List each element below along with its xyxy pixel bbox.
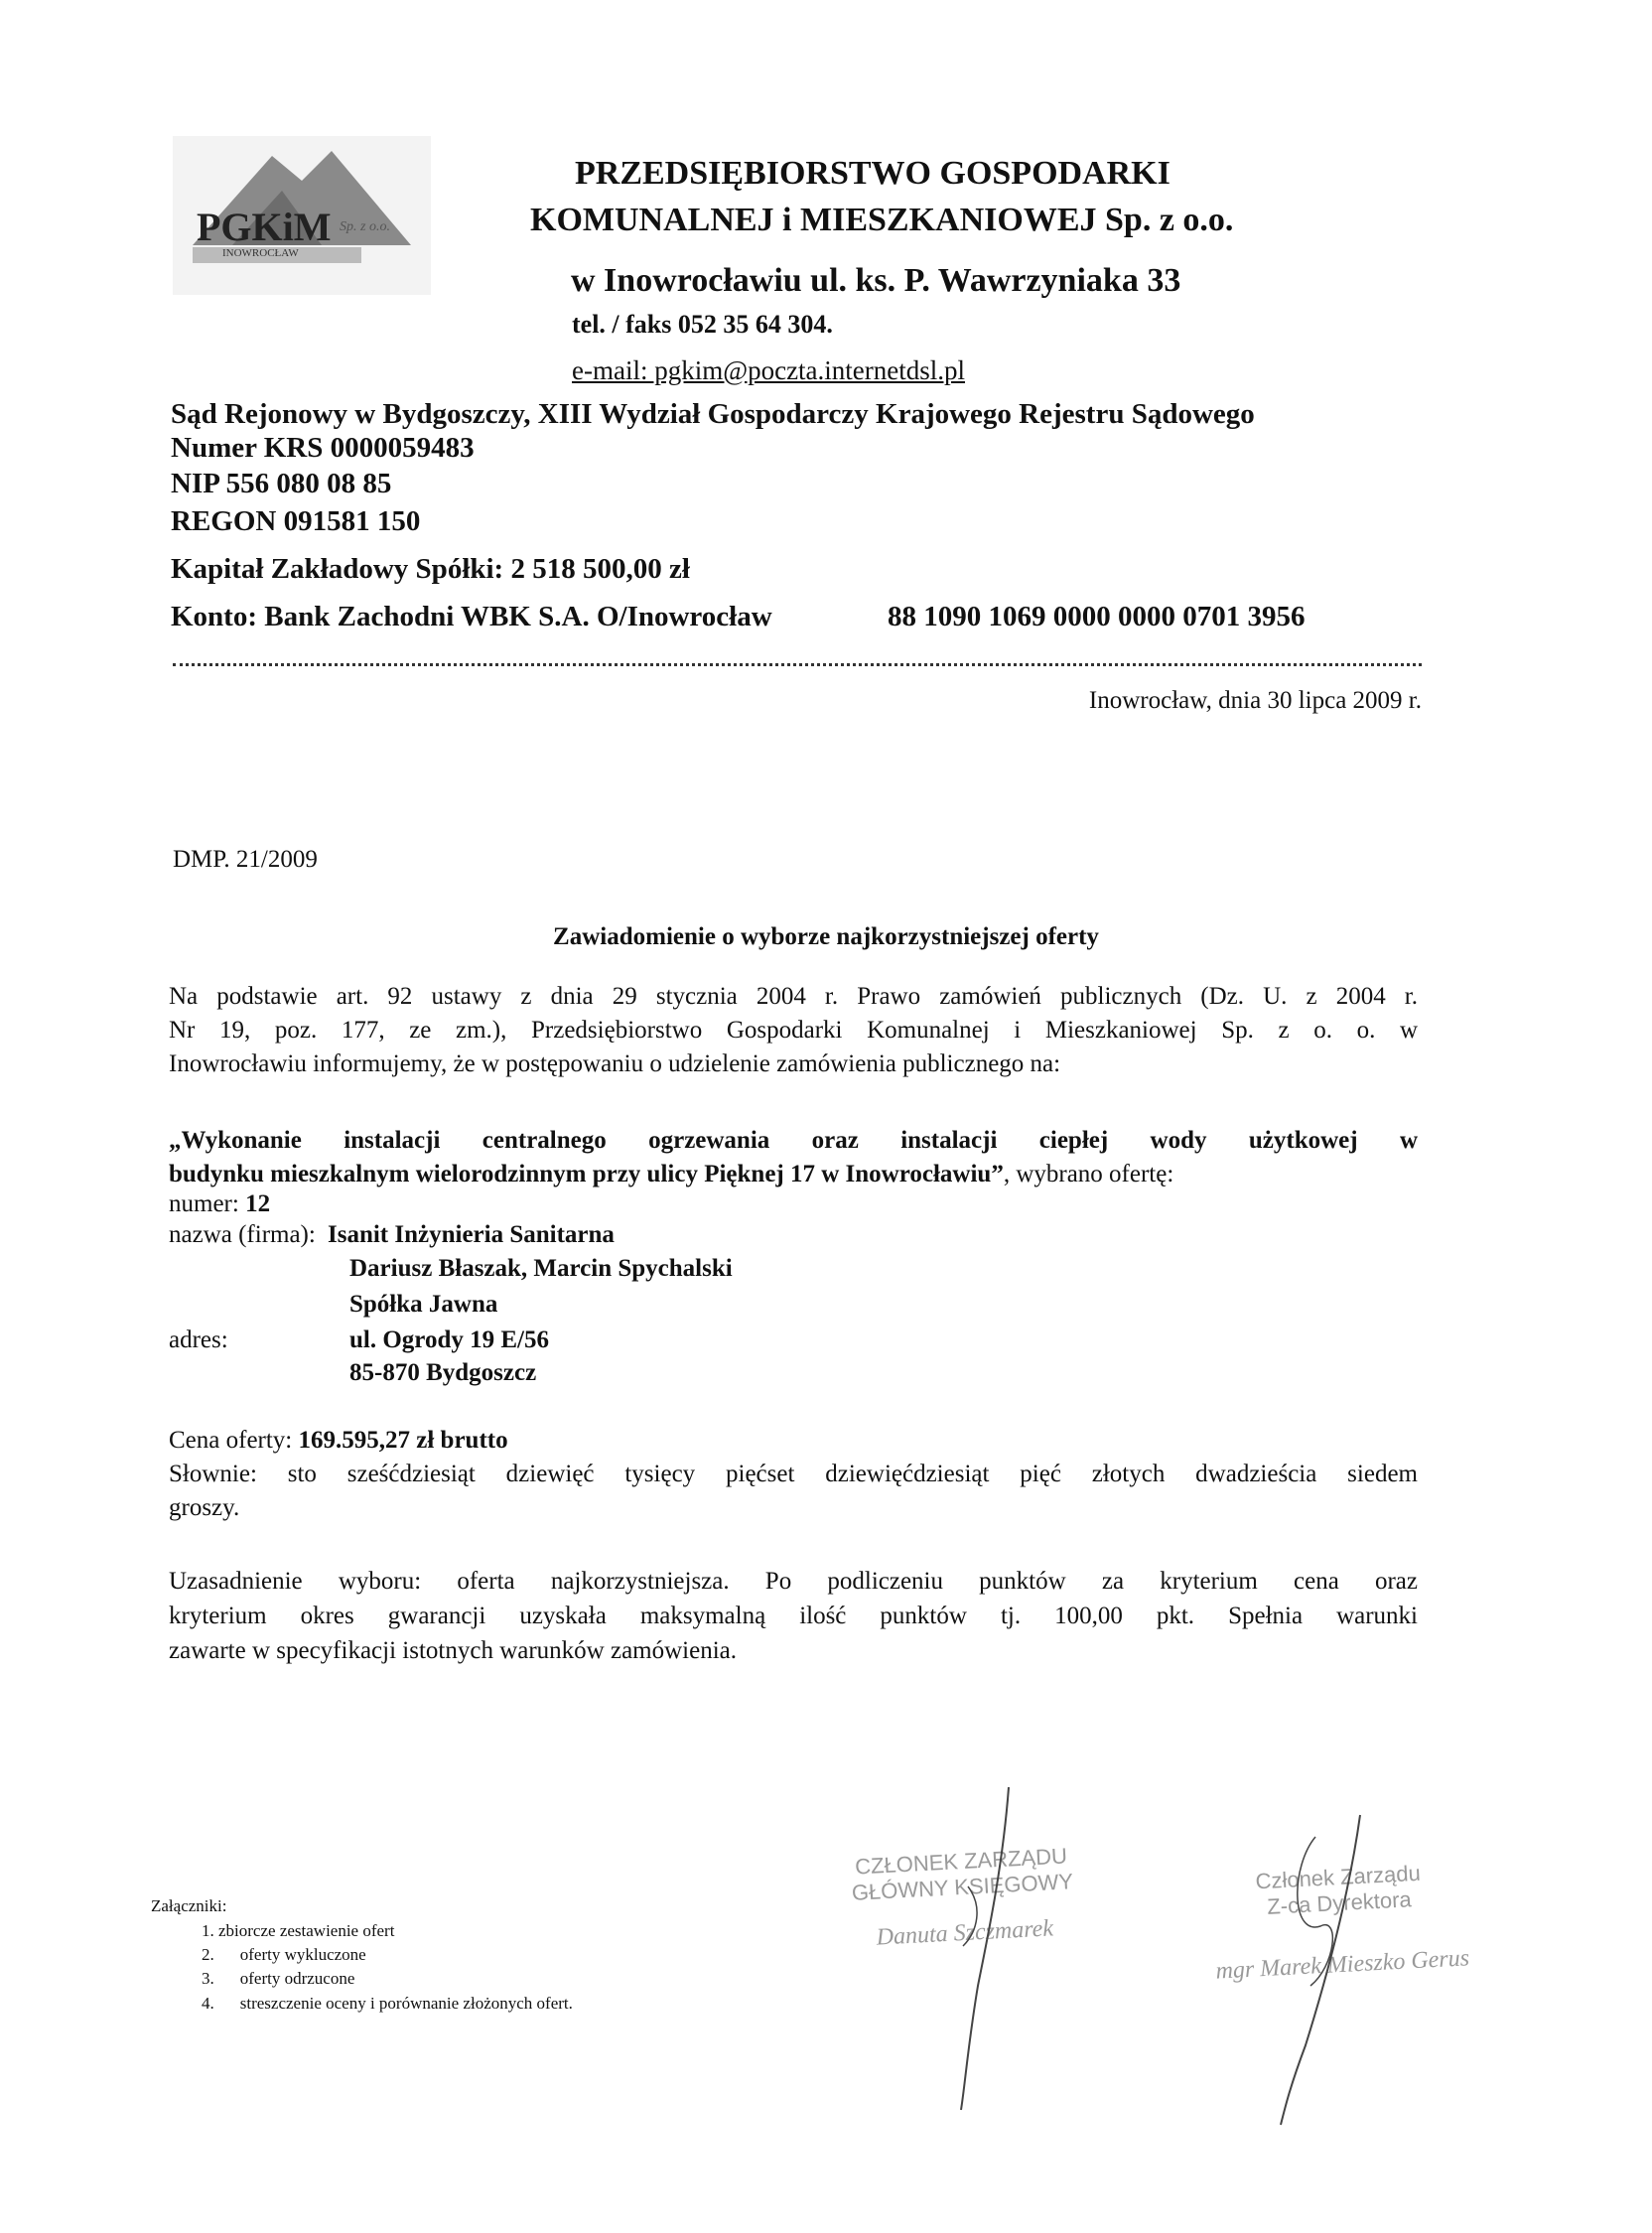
krs-number: Numer KRS 0000059483 — [171, 432, 475, 464]
subject-bold: budynku mieszkalnym wielorodzinnym przy ulicy Pięknej 17 w Inowrocławiu” — [169, 1161, 1004, 1187]
attachments-label: Załączniki: — [151, 1896, 227, 1915]
logo-suffix: Sp. z o.o. — [340, 219, 390, 234]
attachment-item: 2. oferty wykluczone — [202, 1945, 366, 1964]
justification-line: Uzasadnienie wyboru: oferta najkorzystniejsza. Po podliczeniu punktów za kryterium cena oraz — [169, 1568, 1418, 1595]
intro-line: Na podstawie art. 92 ustawy z dnia 29 stycznia 2004 r. Prawo zamówień publicznych (Dz. U. z 2004 r. — [169, 983, 1418, 1010]
attachment-item: 1. zbiorcze zestawienie ofert — [202, 1921, 395, 1940]
company-phone: tel. / faks 052 35 64 304. — [572, 310, 833, 339]
company-name: Isanit Inżynieria Sanitarna — [328, 1221, 615, 1248]
price-in-words: groszy. — [169, 1494, 240, 1521]
company-address: w Inowrocławiu ul. ks. P. Wawrzyniaka 33 — [571, 262, 1181, 299]
company-name: Dariusz Błaszak, Marcin Spychalski — [349, 1255, 733, 1282]
document-date: Inowrocław, dnia 30 lipca 2009 r. — [1088, 687, 1422, 714]
court-registry: Sąd Rejonowy w Bydgoszczy, XIII Wydział Gospodarczy Krajowego Rejestru Sądowego — [171, 398, 1255, 430]
stamp-left: CZŁONEK ZARZĄDU GŁÓWNY KSIĘGOWY Danuta Szczmarek — [851, 1843, 1074, 1951]
address-line: ul. Ogrody 19 E/56 — [349, 1326, 549, 1353]
logo-city: INOWROCŁAW — [222, 247, 299, 259]
justification-line: zawarte w specyfikacji istotnych warunków zamówienia. — [169, 1637, 738, 1664]
address-line: 85-870 Bydgoszcz — [349, 1359, 537, 1386]
company-name-2: KOMUNALNEJ i MIESZKANIOWEJ Sp. z o.o. — [530, 202, 1234, 238]
price-in-words: Słownie: sto sześćdziesiąt dziewięć tysięcy pięćset dziewięćdziesiąt pięć złotych dwadzieścia siedem — [169, 1461, 1418, 1487]
attachment-item: 3. oferty odrzucone — [202, 1969, 355, 1988]
document-title: Zawiadomienie o wyborze najkorzystniejszej oferty — [553, 923, 1099, 950]
stamp-right: Członek Zarządu Z-ca Dyrektora mgr Marek Mieszko Gerus — [1214, 1860, 1470, 1985]
company-name: Spółka Jawna — [349, 1291, 498, 1318]
intro-line: Inowrocławiu informujemy, że w postępowaniu o udzielenie zamówienia publicznego na: — [169, 1050, 1061, 1077]
company-name-1: PRZEDSIĘBIORSTWO GOSPODARKI — [575, 155, 1170, 192]
regon-number: REGON 091581 150 — [171, 505, 421, 537]
offer-price: 169.595,27 zł brutto — [298, 1427, 508, 1454]
share-capital: Kapitał Zakładowy Spółki: 2 518 500,00 zł — [171, 553, 690, 585]
subject-line: „Wykonanie instalacji centralnego ogrzewania oraz instalacji ciepłej wody użytkowej w — [169, 1127, 1418, 1154]
intro-line: Nr 19, poz. 177, ze zm.), Przedsiębiorstwo Gospodarki Komunalnej i Mieszkaniowej Sp. z o. o. w — [169, 1017, 1418, 1044]
justification-line: kryterium okres gwarancji uzyskała maksymalną ilość punktów tj. 100,00 pkt. Spełnia warunki — [169, 1603, 1418, 1629]
nip-number: NIP 556 080 08 85 — [171, 468, 392, 499]
company-email[interactable]: e-mail: pgkim@poczta.internetdsl.pl — [572, 355, 966, 385]
bank-account-label: Konto: Bank Zachodni WBK S.A. O/Inowrocław — [171, 601, 772, 632]
name-label: nazwa (firma): — [169, 1221, 316, 1248]
reference-number: DMP. 21/2009 — [173, 846, 318, 873]
logo-text: PGKiM — [197, 205, 332, 249]
offer-number: 12 — [245, 1190, 271, 1217]
subject-line-2: budynku mieszkalnym wielorodzinnym przy ulicy Pięknej 17 w Inowrocławiu”, wybrano ofertę: — [169, 1161, 1174, 1187]
bank-account-number: 88 1090 1069 0000 0000 0701 3956 — [888, 601, 1306, 632]
address-label: adres: — [169, 1326, 228, 1353]
attachment-item: 4. streszczenie oceny i porównanie złożonych ofert. — [202, 1994, 573, 2013]
